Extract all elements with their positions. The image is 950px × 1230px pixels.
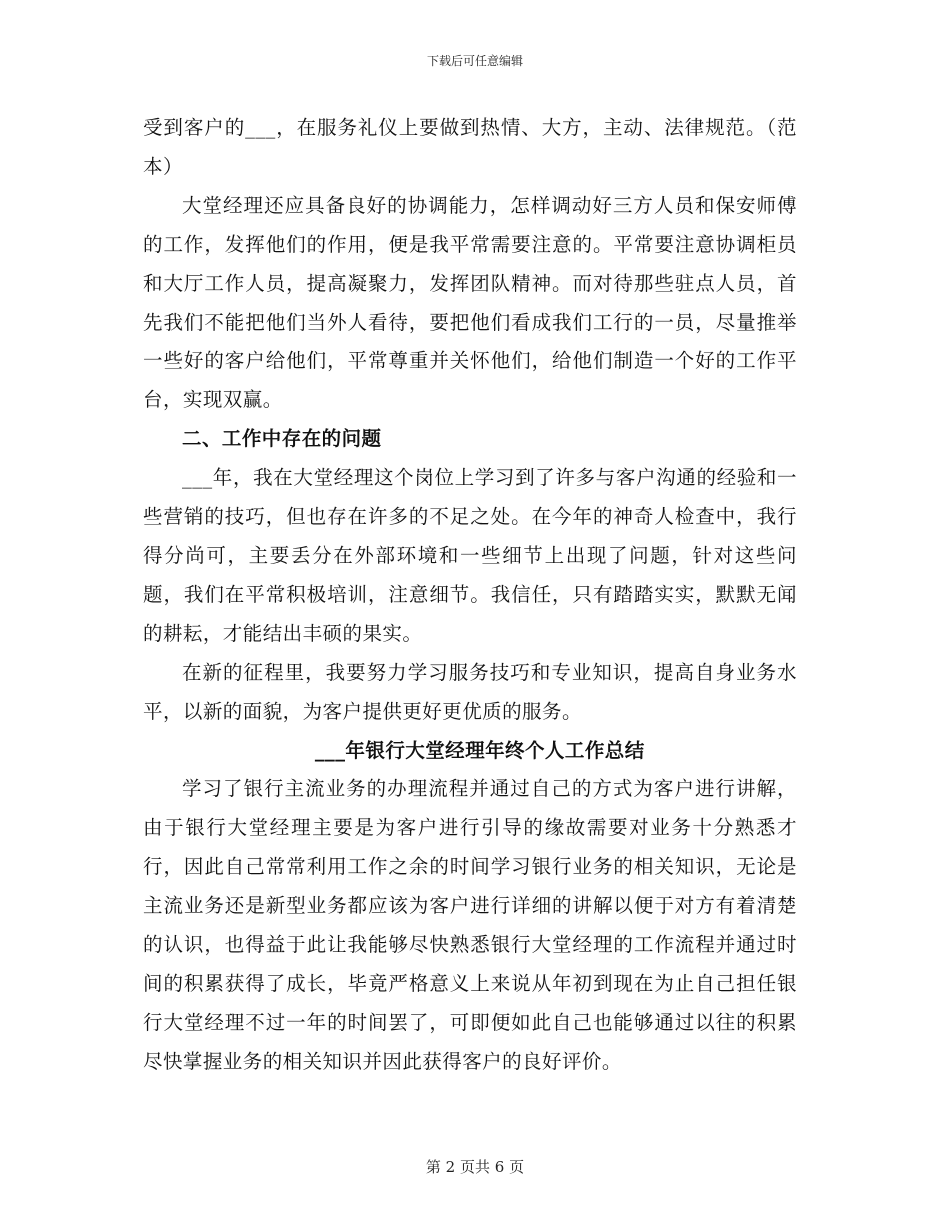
paragraph-business-learning: 学习了银行主流业务的办理流程并通过自己的方式为客户进行讲解，由于银行大堂经理主要是为客户进行引导的缘故需要对业务十分熟悉才行，因此自己常常利用工作之余的时间学习银行业务的相关知识，无论是主流业务还是新型业务都应该为客户进行详细的讲解以便于对方有着清楚的认识，也得益于此让我能够尽快熟悉银行大堂经理的工作流程并通过时间的积累获得了成长，毕竟严格意义上来说从年初到现在为止自己担任银行大堂经理不过一年的时间罢了，可即便如此自己也能够通过以往的积累尽快掌握业务的相关知识并因此获得客户的良好评价。 (143, 777, 797, 1073)
paragraph-service-etiquette: 受到客户的___，在服务礼仪上要做到热情、大方，主动、法律规范。（范本） (143, 116, 797, 178)
paragraph-new-journey: 在新的征程里，我要努力学习服务技巧和专业知识，提高自身业务水平，以新的面貌，为客户提供更好更优质的服务。 (143, 660, 797, 723)
section-heading-problems: 二、工作中存在的问题 (182, 427, 382, 451)
document-body (143, 109, 797, 1082)
document-title: ___年银行大堂经理年终个人工作总结 (314, 738, 645, 762)
paragraph-coordination: 大堂经理还应具备良好的协调能力，怎样调动好三方人员和保安师傅的工作，发挥他们的作用，便是我平常需要注意的。平常要注意协调柜员和大厅工作人员，提高凝聚力，发挥团队精神。而对待那些驻点人员，首先我们不能把他们当外人看待，要把他们看成我们工行的一员，尽量推举一些好的客户给他们，平常尊重并关怀他们，给他们制造一个好的工作平台，实现双赢。 (143, 193, 797, 412)
paragraph-problems: ___年，我在大堂经理这个岗位上学习到了许多与客户沟通的经验和一些营销的技巧，但也存在许多的不足之处。在今年的神奇人检查中，我行得分尚可，主要丢分在外部环境和一些细节上出现了问题，针对这些问题，我们在平常积极培训，注意细节。我信任，只有踏踏实实，默默无闻的耕耘，才能结出丰硕的果实。 (143, 466, 797, 645)
page-header: 下载后可任意编辑 (426, 54, 523, 68)
page-footer: 第 2 页共 6 页 (425, 1158, 525, 1176)
